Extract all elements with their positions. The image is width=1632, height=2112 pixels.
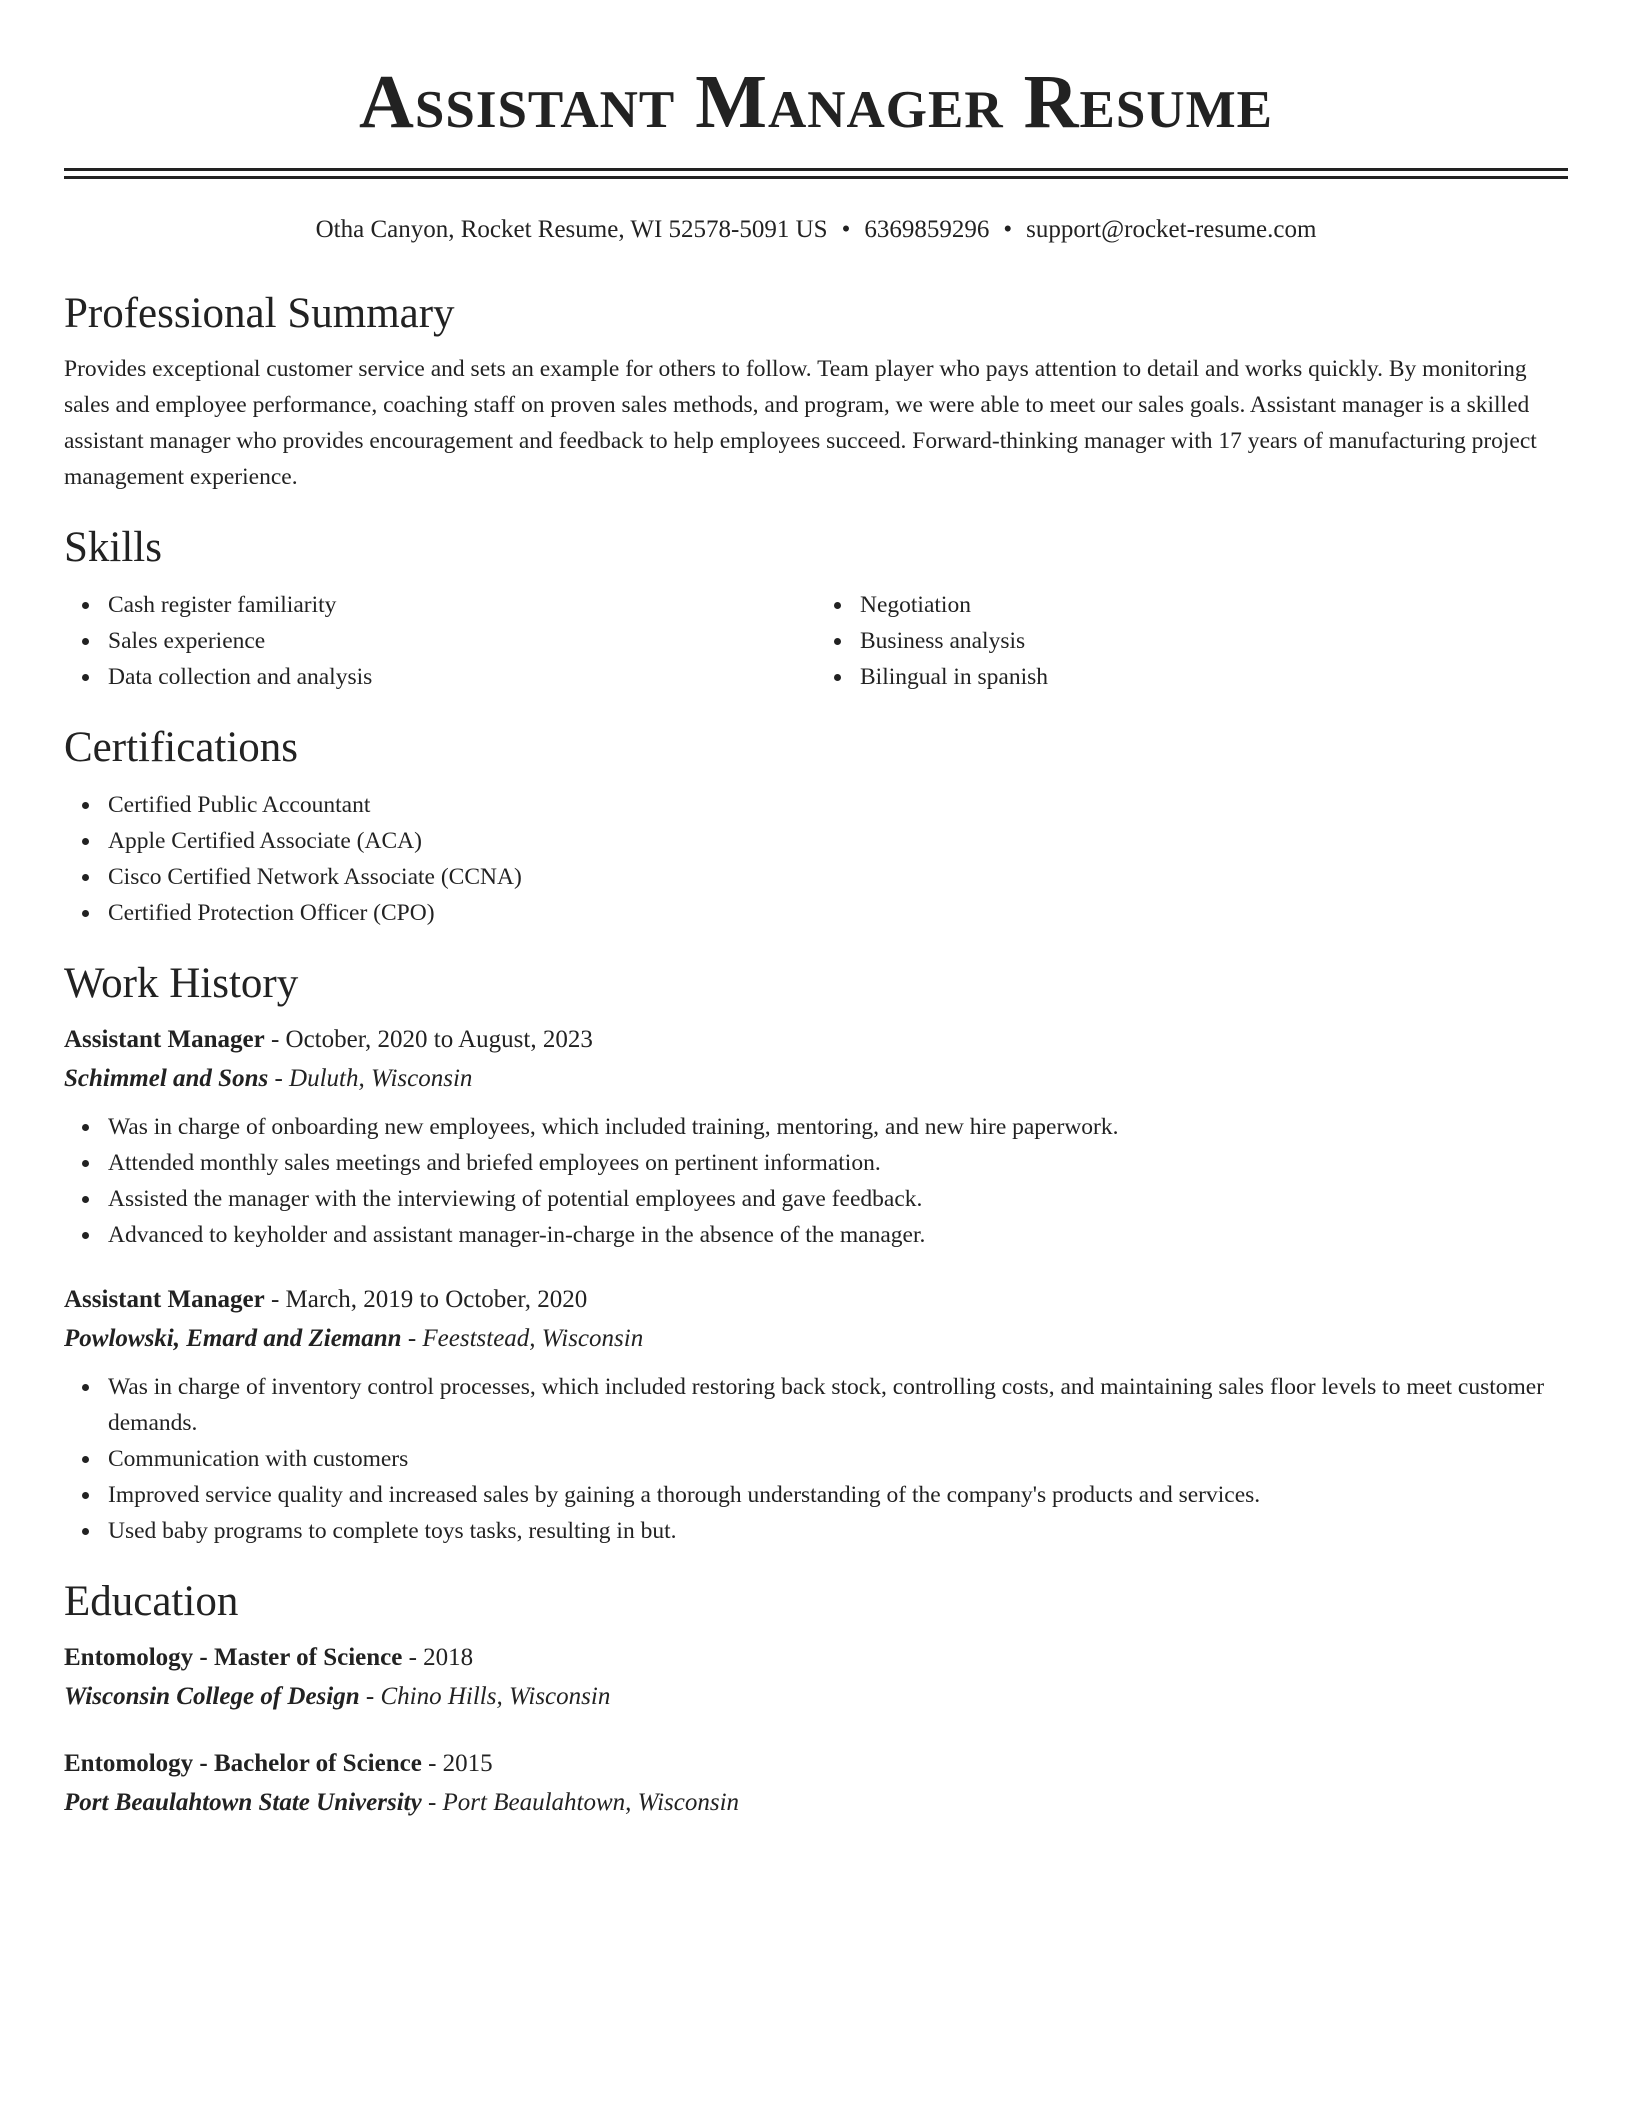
job-duty-item: Was in charge of onboarding new employees, which included training, mentoring, and new hire paperwork. xyxy=(64,1109,1568,1145)
summary-heading: Professional Summary xyxy=(64,290,455,337)
job-location: - Feeststead, Wisconsin xyxy=(401,1325,644,1352)
skill-item: Business analysis xyxy=(816,623,1568,659)
skills-list-left xyxy=(64,587,816,695)
skills-list-right xyxy=(816,587,1568,695)
summary-text: Provides exceptional customer service and sets an example for others to follow. Team player who pays attention to detail and works quickly. By monitoring sales and employee performance, coaching staff on proven sales methods, and program, we were able to meet our sales goals. Assistant manager is a skilled assistant manager who provides encouragement and feedback to help employees succeed. Forward-thinking manager with 17 years of manufacturing project management experience. xyxy=(64,356,1537,490)
education-header xyxy=(64,1745,1568,1783)
certifications-section xyxy=(64,723,1568,931)
education-location: - Port Beaulahtown, Wisconsin xyxy=(421,1789,740,1816)
education-section xyxy=(64,1577,1568,1823)
contact-phone: 6369859296 xyxy=(864,216,990,243)
certification-item: Cisco Certified Network Associate (CCNA) xyxy=(64,859,1568,895)
job-entry xyxy=(64,1021,1568,1253)
job-duty-item: Attended monthly sales meetings and briefed employees on pertinent information. xyxy=(64,1145,1568,1181)
skill-item: Negotiation xyxy=(816,587,1568,623)
education-location: - Chino Hills, Wisconsin xyxy=(359,1683,611,1710)
education-degree: Entomology - Bachelor of Science xyxy=(64,1750,422,1777)
title-double-rule xyxy=(64,168,1568,179)
job-duty-item: Advanced to keyholder and assistant manager-in-charge in the absence of the manager. xyxy=(64,1217,1568,1253)
contact-line xyxy=(64,215,1568,245)
education-institution xyxy=(64,1677,1568,1717)
contact-email: support@rocket-resume.com xyxy=(1026,216,1317,243)
job-duty-item: Improved service quality and increased sales by gaining a thorough understanding of the company's products and services. xyxy=(64,1477,1568,1513)
job-entry xyxy=(64,1281,1568,1549)
certifications-heading: Certifications xyxy=(64,724,299,771)
certification-item: Apple Certified Associate (ACA) xyxy=(64,823,1568,859)
education-school: Wisconsin College of Design xyxy=(64,1683,360,1710)
certification-item: Certified Protection Officer (CPO) xyxy=(64,895,1568,931)
education-year: - 2018 xyxy=(402,1644,474,1671)
job-employer xyxy=(64,1059,1568,1099)
work-history-heading: Work History xyxy=(64,960,299,1007)
job-title: Assistant Manager xyxy=(64,1286,265,1313)
job-title: Assistant Manager xyxy=(64,1026,265,1053)
education-year: - 2015 xyxy=(421,1750,493,1777)
job-employer xyxy=(64,1319,1568,1359)
job-duty-item: Was in charge of inventory control processes, which included restoring back stock, controlling costs, and maintaining sales floor levels to meet customer demands. xyxy=(64,1369,1568,1441)
resume-title: Assistant Manager Resume xyxy=(358,60,1274,144)
job-duty-item: Communication with customers xyxy=(64,1441,1568,1477)
job-company: Schimmel and Sons xyxy=(64,1065,269,1092)
skills-grid xyxy=(64,587,1568,695)
education-degree: Entomology - Master of Science xyxy=(64,1644,403,1671)
job-header xyxy=(64,1281,1568,1319)
education-header xyxy=(64,1639,1568,1677)
education-entry xyxy=(64,1745,1568,1823)
job-duty-item: Assisted the manager with the interviewing of potential employees and gave feedback. xyxy=(64,1181,1568,1217)
job-dates: - March, 2019 to October, 2020 xyxy=(264,1286,588,1313)
education-entry xyxy=(64,1639,1568,1717)
skills-section xyxy=(64,523,1568,695)
job-header xyxy=(64,1021,1568,1059)
skill-item: Sales experience xyxy=(64,623,816,659)
summary-section xyxy=(64,289,1568,495)
job-duty-item: Used baby programs to complete toys tasks, resulting in but. xyxy=(64,1513,1568,1549)
job-dates: - October, 2020 to August, 2023 xyxy=(264,1026,593,1053)
education-heading: Education xyxy=(64,1578,239,1625)
job-duties-list xyxy=(64,1369,1568,1549)
job-duties-list xyxy=(64,1109,1568,1253)
certification-item: Certified Public Accountant xyxy=(64,787,1568,823)
skill-item: Data collection and analysis xyxy=(64,659,816,695)
contact-separator: • xyxy=(841,216,851,243)
contact-separator: • xyxy=(1003,216,1013,243)
work-history-section xyxy=(64,959,1568,1549)
skill-item: Cash register familiarity xyxy=(64,587,816,623)
job-company: Powlowski, Emard and Ziemann xyxy=(64,1325,402,1352)
contact-address: Otha Canyon, Rocket Resume, WI 52578-5091 US xyxy=(315,216,828,243)
job-location: - Duluth, Wisconsin xyxy=(268,1065,473,1092)
skill-item: Bilingual in spanish xyxy=(816,659,1568,695)
education-school: Port Beaulahtown State University xyxy=(64,1789,422,1816)
certifications-list xyxy=(64,787,1568,931)
education-institution xyxy=(64,1783,1568,1823)
skills-heading: Skills xyxy=(64,524,162,571)
